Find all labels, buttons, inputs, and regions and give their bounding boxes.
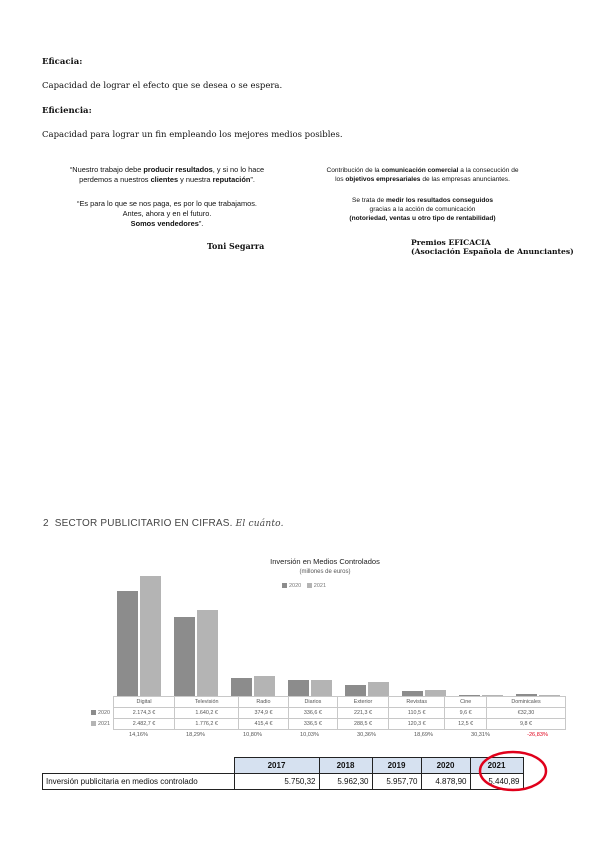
category-label: Revistas xyxy=(389,697,445,708)
data-label: 1.640,2 € xyxy=(175,708,239,719)
category-label: Radio xyxy=(239,697,288,708)
row-label: Inversión publicitaria en medios controlado xyxy=(43,774,235,790)
bar-diarios-2021 xyxy=(311,680,332,696)
bar-diarios-2020 xyxy=(288,680,309,696)
year-header-2021: 2021 xyxy=(470,758,523,774)
category-label: Dominicales xyxy=(486,697,565,708)
quote-segarra-1: “Nuestro trabajo debe producir resultados, y si no lo hace perdemos a nuestros clientes y nuestra reputación”. xyxy=(69,165,265,184)
section-heading xyxy=(43,518,284,529)
bar-exterior-2020 xyxy=(345,685,366,696)
year-header-2020: 2020 xyxy=(421,758,470,774)
term-eficiencia: Eficiencia: xyxy=(42,106,92,116)
term-eficacia: Eficacia: xyxy=(42,57,83,67)
data-label: €32,30 xyxy=(486,708,565,719)
media-investment-chart xyxy=(80,550,570,750)
chart-row-2020 xyxy=(83,708,566,719)
chart-plot-area xyxy=(110,570,566,696)
quote-eficacia-1: Contribución de la comunicación comercial a la consecución de los objetivos empresariales de las empresas anunciantes. xyxy=(326,167,519,183)
data-label: 415,4 € xyxy=(239,719,288,730)
legend-label-2020: 2020 xyxy=(289,583,302,589)
category-label: Diarios xyxy=(288,697,337,708)
chart-categories-row xyxy=(83,697,566,708)
def-eficacia: Capacidad de lograr el efecto que se desea o se espera. xyxy=(42,81,283,91)
value-2017: 5.750,32 xyxy=(234,774,319,790)
table-corner xyxy=(83,697,114,708)
bar-radio-2021 xyxy=(254,676,275,696)
investment-table-row xyxy=(43,774,524,790)
data-label: 12,5 € xyxy=(445,719,487,730)
quote-author-premios: Premios EFICACIA (Asociación Española de Anunciantes) xyxy=(411,238,574,256)
data-label: 2.174,3 € xyxy=(114,708,175,719)
change-label: 18,69% xyxy=(414,732,433,738)
header-blank xyxy=(43,758,235,774)
year-header-2017: 2017 xyxy=(234,758,319,774)
chart-subtitle: (millones de euros) xyxy=(299,569,351,575)
year-header-2018: 2018 xyxy=(319,758,372,774)
bar-exterior-2021 xyxy=(368,682,389,696)
section-subtitle: El cuánto. xyxy=(235,519,284,529)
value-2018: 5.962,30 xyxy=(319,774,372,790)
category-label: Digital xyxy=(114,697,175,708)
data-label: 288,5 € xyxy=(338,719,389,730)
year-header-2019: 2019 xyxy=(372,758,421,774)
bar-televisin-2021 xyxy=(197,610,218,696)
change-label: 18,29% xyxy=(186,732,205,738)
data-label: 9,6 € xyxy=(445,708,487,719)
bar-digital-2020 xyxy=(117,591,138,696)
legend-label-2021: 2021 xyxy=(313,583,327,589)
bar-digital-2021 xyxy=(140,576,161,696)
quote-eficacia-2: Se trata de medir los resultados conseguidos gracias a la acción de comunicación (notoriedad, ventas u otro tipo de rentabilidad) xyxy=(349,197,496,222)
data-label: 221,3 € xyxy=(338,708,389,719)
investment-table-header xyxy=(43,758,524,774)
row-label-2020: 2020 xyxy=(83,708,114,719)
chart-data-table xyxy=(83,696,566,730)
data-label: 120,3 € xyxy=(389,719,445,730)
quote-author-segarra: Toni Segarra xyxy=(207,241,265,251)
data-label: 2.482,7 € xyxy=(114,719,175,730)
def-eficiencia: Capacidad para lograr un fin empleando los mejores medios posibles. xyxy=(42,130,343,140)
row-label-2021: 2021 xyxy=(83,719,114,730)
data-label: 110,5 € xyxy=(389,708,445,719)
data-label: 374,9 € xyxy=(239,708,288,719)
change-label: 30,36% xyxy=(357,732,376,738)
data-label: 1.776,2 € xyxy=(175,719,239,730)
category-label: Exterior xyxy=(338,697,389,708)
change-label: 14,16% xyxy=(129,732,148,738)
chart-change-row xyxy=(110,732,566,742)
change-label: 30,31% xyxy=(471,732,490,738)
category-label: Televisión xyxy=(175,697,239,708)
change-label: -26,83% xyxy=(527,732,548,738)
section-number: 2 xyxy=(43,518,49,529)
chart-title: Inversión en Medios Controlados xyxy=(270,557,380,566)
value-2020: 4.878,90 xyxy=(421,774,470,790)
row-swatch-2020 xyxy=(91,710,96,715)
bar-radio-2020 xyxy=(231,678,252,696)
highlight-circle-2021 xyxy=(476,749,550,793)
value-2021: 5.440,89 xyxy=(470,774,523,790)
bar-televisin-2020 xyxy=(174,617,195,696)
quote-segarra-2: “Es para lo que se nos paga, es por lo que trabajamos. Antes, ahora y en el futuro. Somos vendedores”. xyxy=(77,199,257,228)
change-label: 10,80% xyxy=(243,732,262,738)
change-label: 10,03% xyxy=(300,732,319,738)
data-label: 336,5 € xyxy=(288,719,337,730)
investment-table xyxy=(42,757,524,790)
chart-row-2021 xyxy=(83,719,566,730)
value-2019: 5.957,70 xyxy=(372,774,421,790)
data-label: 9,8 € xyxy=(486,719,565,730)
category-label: Cine xyxy=(445,697,487,708)
row-swatch-2021 xyxy=(91,721,96,726)
data-label: 336,6 € xyxy=(288,708,337,719)
section-title: SECTOR PUBLICITARIO EN CIFRAS. xyxy=(54,518,233,529)
